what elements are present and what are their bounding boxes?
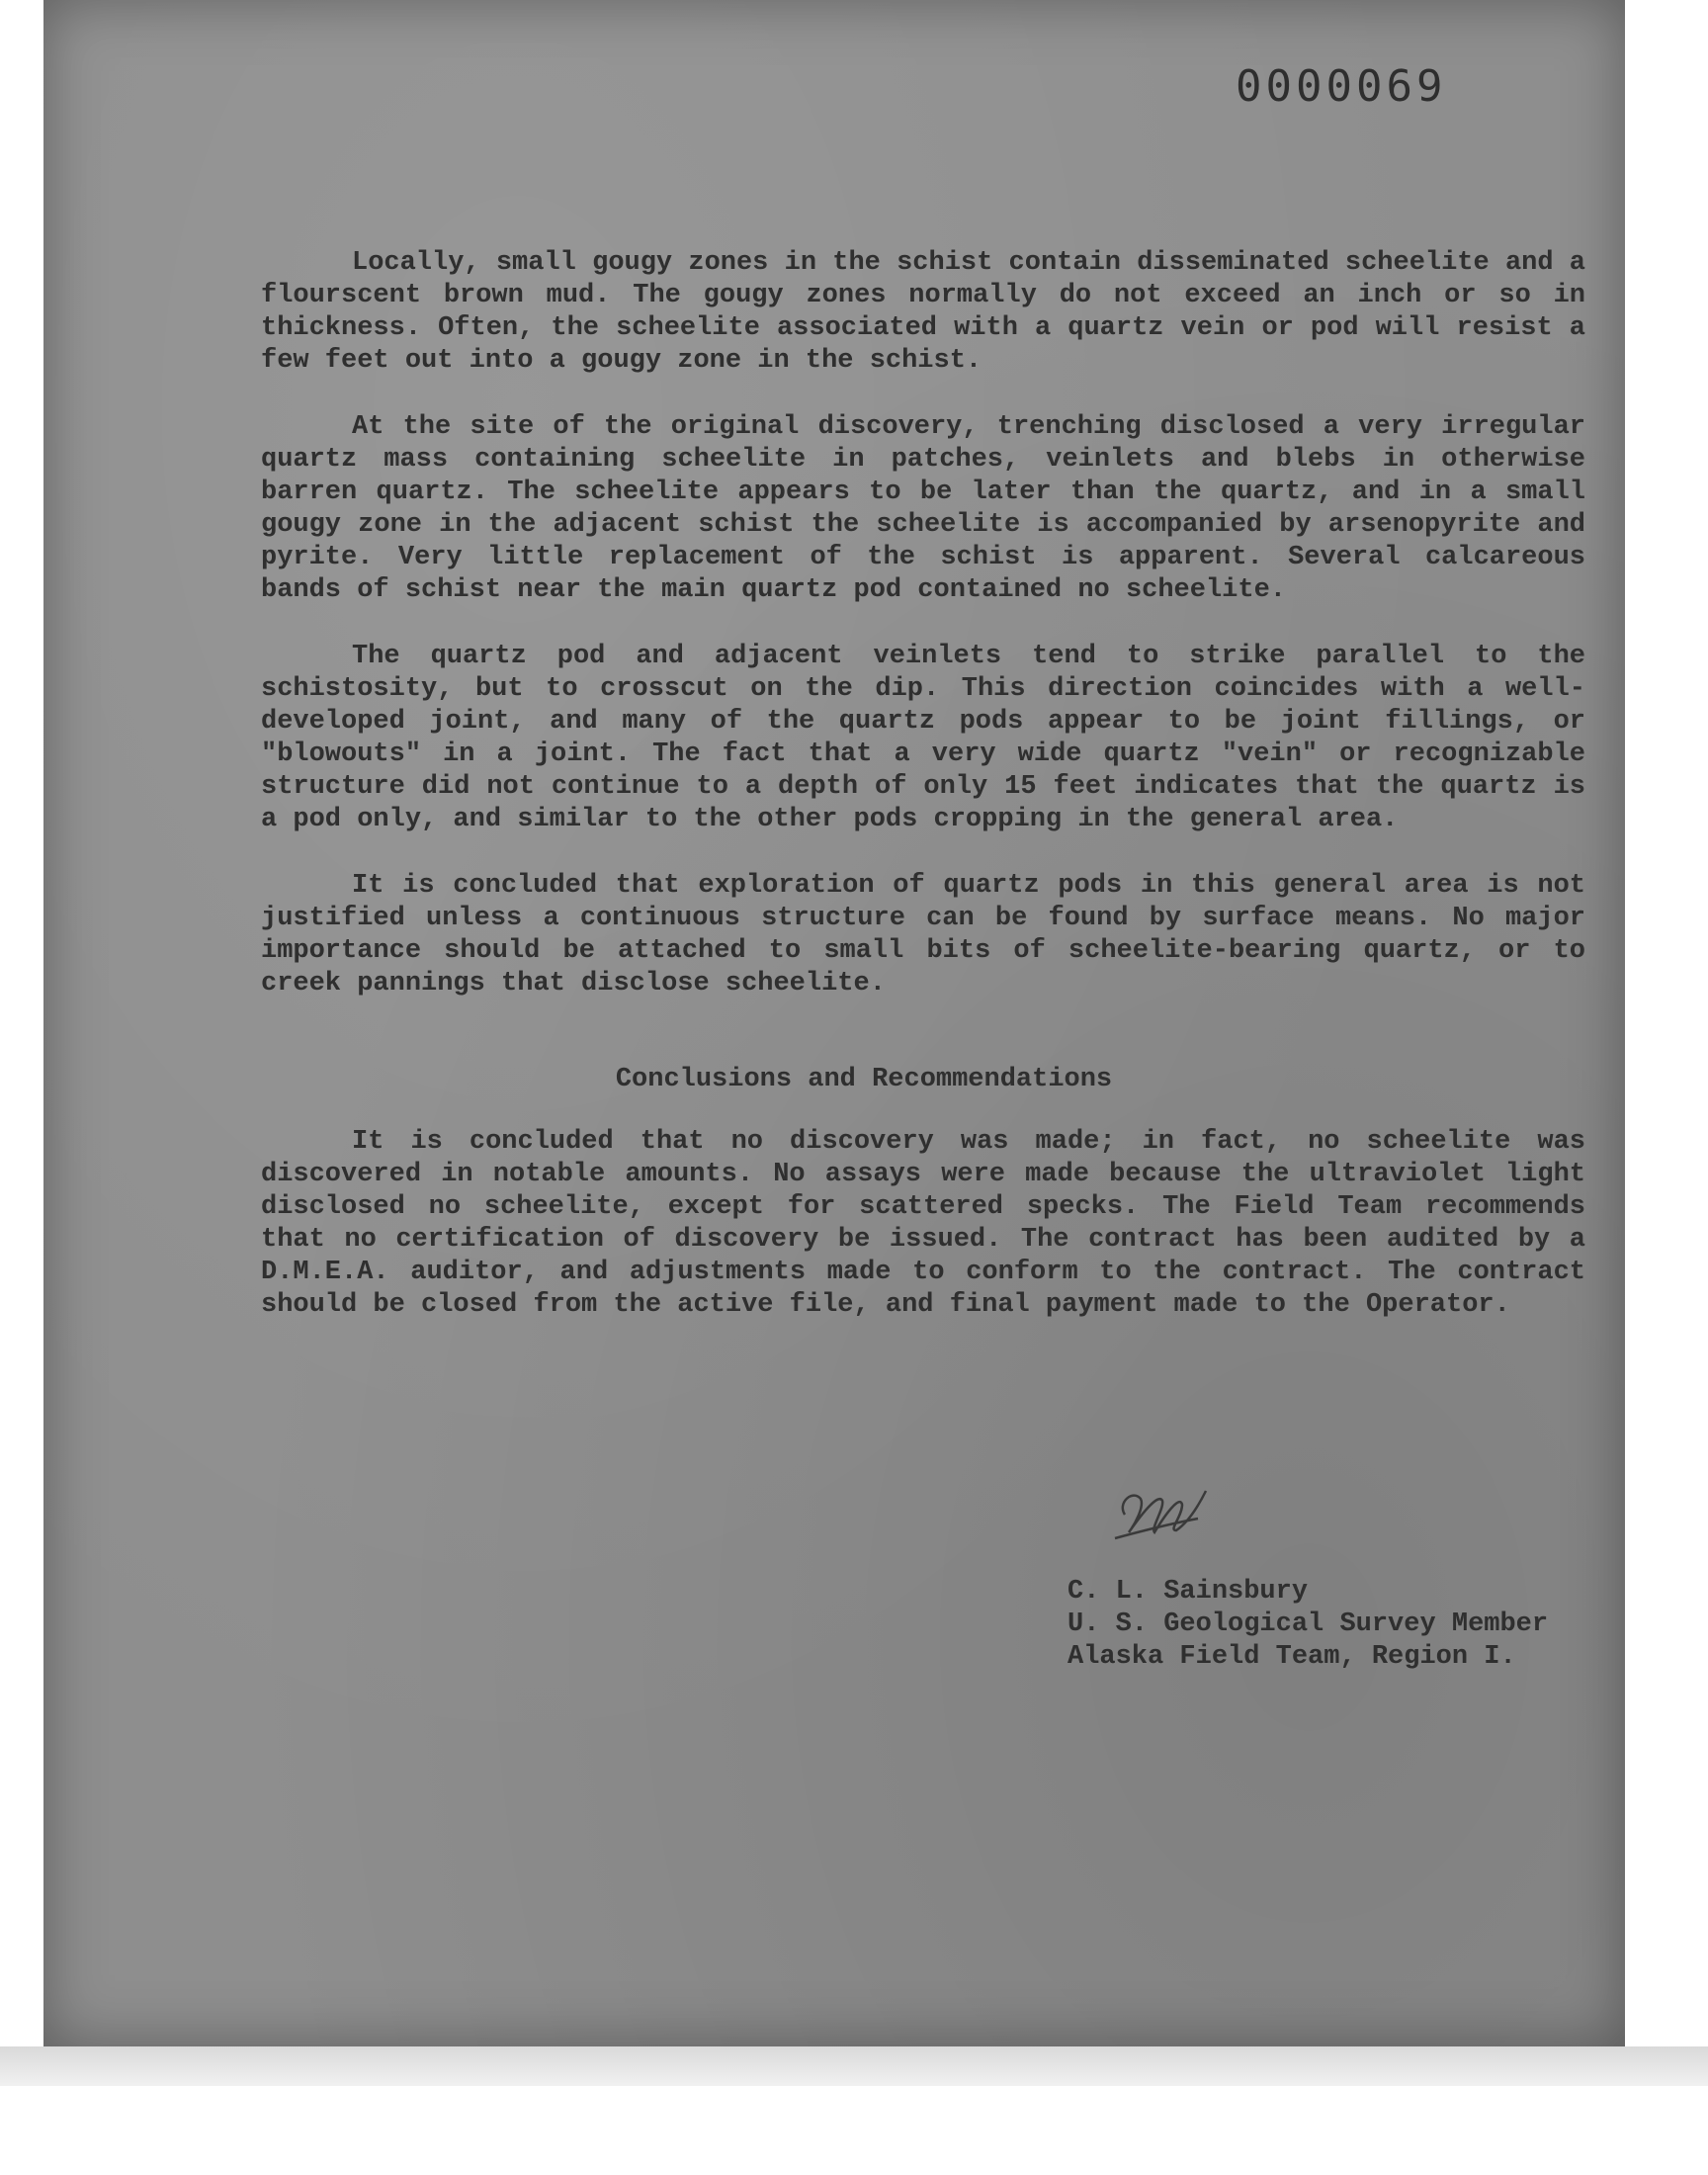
document-body [261,247,1585,1355]
signature-block [1068,1576,1548,1674]
paragraph-exploration-conclusion: It is concluded that exploration of quartz pods in this general area is not justified unless a continuous structure can be found by surface means. No major importance should be attached to small bits of scheelite-bearing quartz, or to creek pannings that disclose scheelite. [261,871,1585,999]
signer-title: U. S. Geological Survey Member [1068,1610,1549,1639]
handwritten-signature [1107,1473,1226,1552]
page-number-stamp: 0000069 [1236,61,1447,112]
signer-name: C. L. Sainsbury [1068,1577,1309,1607]
scanner-bottom-strip [0,2046,1708,2086]
paragraph-original-discovery: At the site of the original discovery, trenching disclosed a very irregular quartz mass containing scheelite in patches, veinlets and blebs in otherwise barren quartz. The scheelite appears to be later than the quartz, and in a small gougy zone in the adjacent schist the scheelite is accompanied by arsenopyrite and pyrite. Very little replacement of the schist is apparent. Several calcareous bands of schist near the main quartz pod contained no scheelite. [261,412,1585,605]
signer-team: Alaska Field Team, Region I. [1068,1642,1516,1672]
section-heading: Conclusions and Recommendations [615,1065,1113,1094]
paragraph-gougy-zones: Locally, small gougy zones in the schist contain disseminated scheelite and a flourscent brown mud. The gougy zones normally do not exceed an inch or so in thickness. Often, the scheelite associated with a quartz vein or pod will resist a few feet out into a gougy zone in the schist. [261,248,1585,376]
paragraph-final-conclusion: It is concluded that no discovery was made; in fact, no scheelite was discovered in notable amounts. No assays were made because the ultraviolet light disclosed no scheelite, except for scattered specks. The Field Team recommends that no certification of discovery be issued. The contract has been audited by a D.M.E.A. auditor, and adjustments made to conform to the contract. The contract should be closed from the active file, and final payment made to the Operator. [261,1127,1585,1320]
paragraph-quartz-pod: The quartz pod and adjacent veinlets tend to strike parallel to the schistosity, but to crosscut on the dip. This direction coincides with a well-developed joint, and many of the quartz pods appear to be joint fillings, or "blowouts" in a joint. The fact that a very wide quartz "vein" or recognizable structure did not continue to a depth of only 15 feet indicates that the quartz is a pod only, and similar to the other pods cropping in the general area. [261,642,1585,834]
